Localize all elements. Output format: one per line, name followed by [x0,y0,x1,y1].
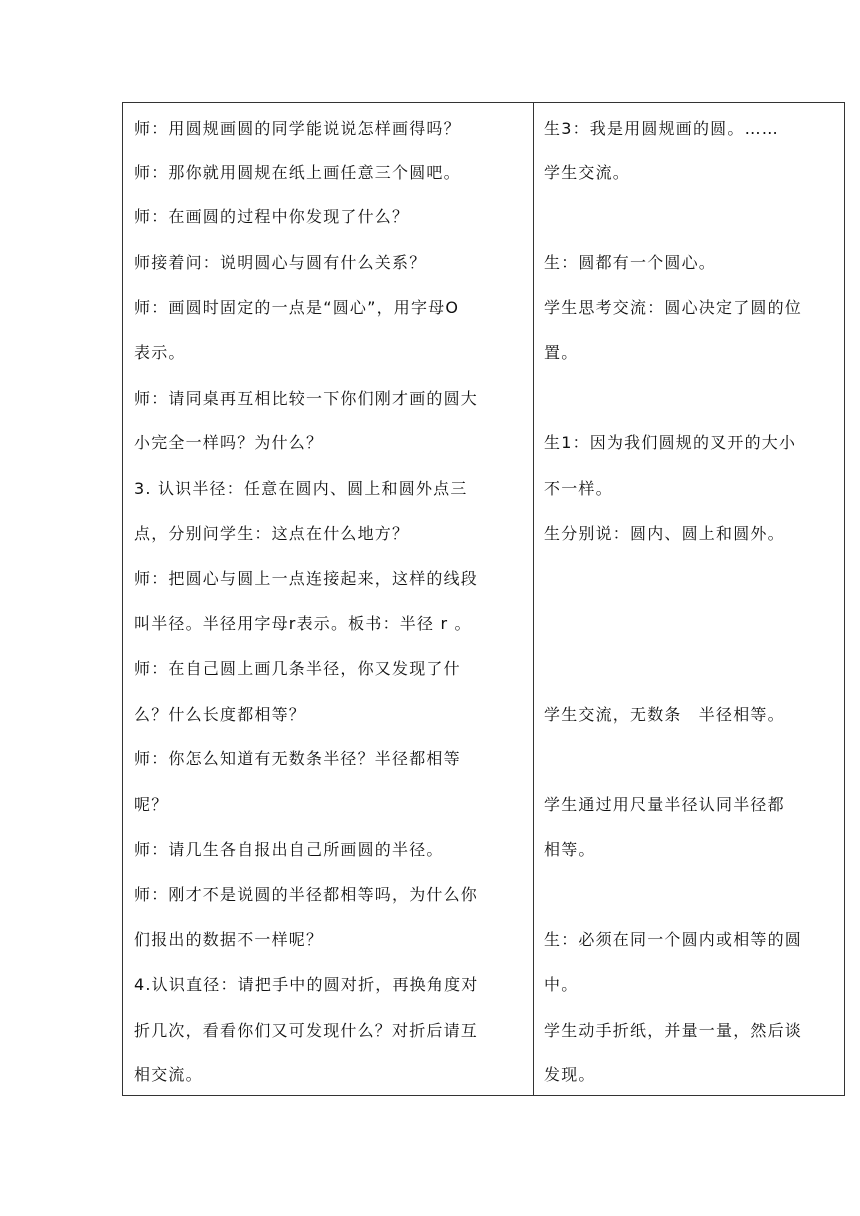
teacher-line: 们报出的数据不一样呢？ [134,930,324,949]
student-line: 生：必须在同一个圆内或相等的圆 [544,930,803,949]
teacher-line: 师：在自己圆上画几条半径，你又发现了什 [134,659,461,678]
student-line: 生：圆都有一个圆心。 [544,253,717,272]
teacher-line: 师：在画圆的过程中你发现了什么？ [134,207,410,226]
student-line: 学生交流。 [544,163,631,182]
teacher-line: 师：你怎么知道有无数条半径？半径都相等 [134,749,461,768]
teacher-line: 师：那你就用圆规在纸上画任意三个圆吧。 [134,163,461,182]
teacher-line: 表示。 [134,343,186,362]
student-line: 生1：因为我们圆规的叉开的大小 [544,433,797,452]
student-line: 置。 [544,343,579,362]
teacher-line: 师：用圆规画圆的同学能说说怎样画得吗？ [134,119,461,138]
teacher-line: 师：请几生各自报出自己所画圆的半径。 [134,840,444,859]
teacher-line: 4.认识直径：请把手中的圆对折，再换角度对 [134,975,479,994]
teacher-line: 师：刚才不是说圆的半径都相等吗，为什么你 [134,885,479,904]
teacher-line: 3. 认识半径：任意在圆内、圆上和圆外点三 [134,479,468,498]
teacher-line: 师接着问：说明圆心与圆有什么关系？ [134,253,427,272]
teacher-line: 师：画圆时固定的一点是“圆心”，用字母O [134,298,460,317]
student-line: 学生动手折纸，并量一量，然后谈 [544,1021,803,1040]
teacher-line: 呢？ [134,795,169,814]
student-line: 学生通过用尺量半径认同半径都 [544,795,785,814]
teacher-line: 点，分别问学生：这点在什么地方？ [134,524,410,543]
student-line: 发现。 [544,1065,596,1084]
teacher-line: 相交流。 [134,1065,203,1084]
student-line: 学生思考交流：圆心决定了圆的位 [544,298,803,317]
teacher-line: 小完全一样吗？为什么？ [134,433,324,452]
student-line: 不一样。 [544,479,613,498]
student-line: 相等。 [544,840,596,859]
teacher-line: 么？什么长度都相等？ [134,705,307,724]
teacher-line: 叫半径。半径用字母r表示。板书：半径 r 。 [134,614,472,633]
student-line: 学生交流，无数条 半径相等。 [544,705,785,724]
student-line: 中。 [544,975,579,994]
teacher-line: 师：把圆心与圆上一点连接起来，这样的线段 [134,569,479,588]
teacher-line: 师：请同桌再互相比较一下你们刚才画的圆大 [134,389,479,408]
column-divider [533,103,534,1095]
student-line: 生分别说：圆内、圆上和圆外。 [544,524,785,543]
lesson-plan-table [122,102,845,1096]
teacher-line: 折几次，看看你们又可发现什么？对折后请互 [134,1021,479,1040]
student-line: 生3：我是用圆规画的圆。…… [544,119,779,138]
